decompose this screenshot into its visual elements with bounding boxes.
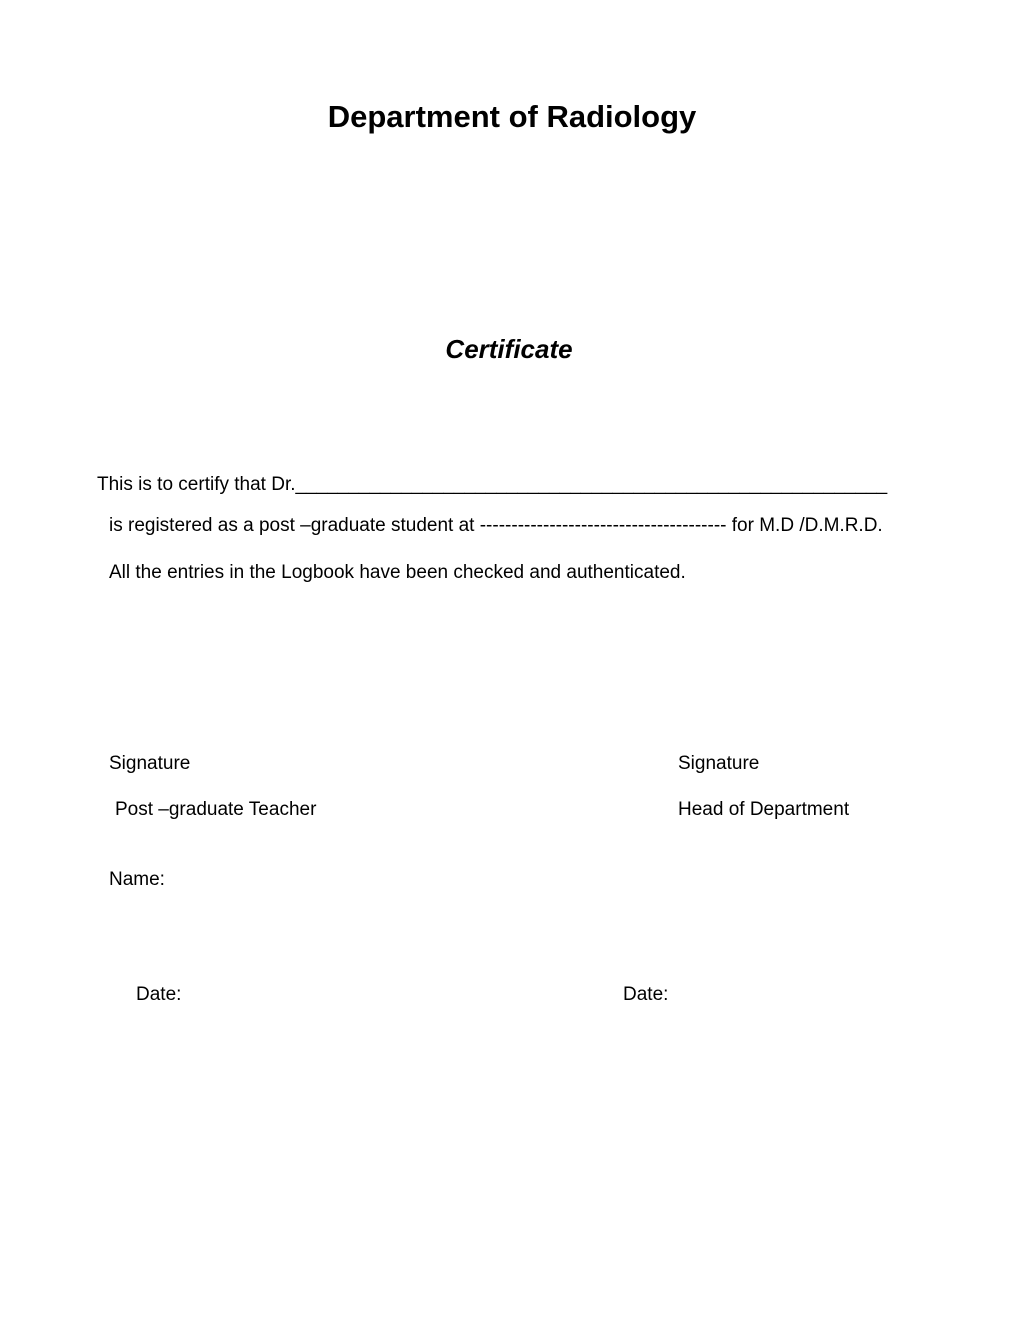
hod-date-label: Date:	[623, 984, 669, 1005]
teacher-role-label: Post –graduate Teacher	[115, 799, 317, 820]
entries-line: All the entries in the Logbook have been checked and authenticated.	[109, 562, 686, 583]
hod-role-label: Head of Department	[678, 799, 850, 820]
certify-line: This is to certify that Dr.________________________________________________________	[97, 474, 888, 495]
registered-line: is registered as a post –graduate student at --------------------------------------- for M.D /D.M.R.D.	[109, 515, 883, 536]
certificate-title: Certificate	[445, 334, 573, 364]
teacher-signature-label: Signature	[109, 753, 191, 774]
teacher-name-label: Name:	[109, 869, 165, 890]
teacher-date-label: Date:	[136, 984, 182, 1005]
department-title: Department of Radiology	[327, 99, 697, 134]
hod-signature-label: Signature	[678, 753, 760, 774]
